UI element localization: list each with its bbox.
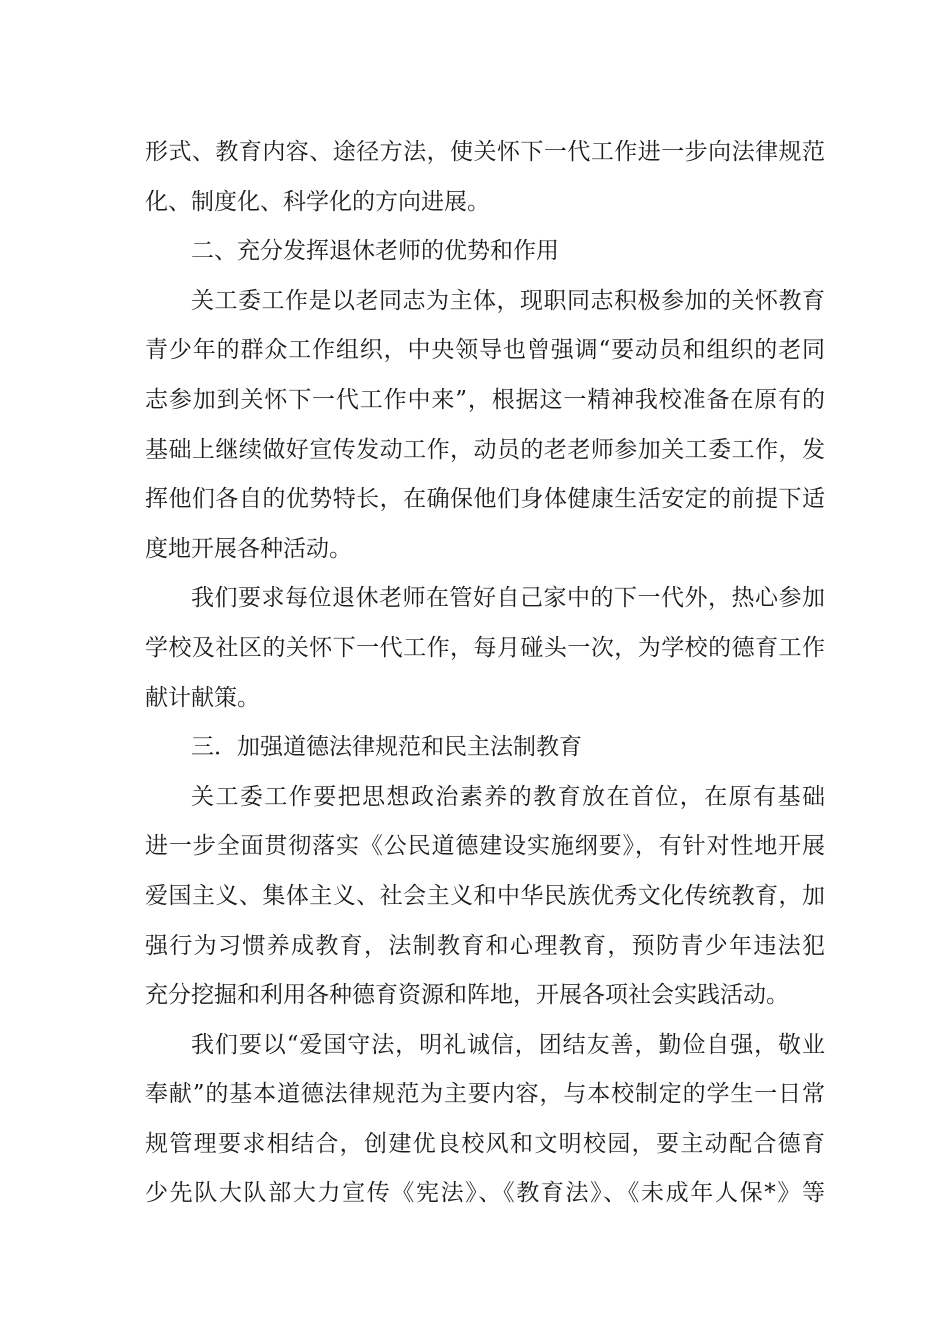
text-line: 二、充分发挥退休老师的优势和作用 [191,238,559,265]
text-line: 关工委工作要把思想政治素养的教育放在首位，在原有基础 [191,783,825,810]
text-line: 少先队大队部大力宣传《宪法》、《教育法》、《未成年人保*》等 [145,1180,825,1207]
text-line: 学校及社区的关怀下一代工作，每月碰头一次，为学校的德育工作 [145,634,825,661]
text-line: 基础上继续做好宣传发动工作，动员的老老师参加关工委工作，发 [145,436,825,463]
text-line: 志参加到关怀下一代工作中来”，根据这一精神我校准备在原有的 [145,386,825,413]
text-line: 爱国主义、集体主义、社会主义和中华民族优秀文化传统教育，加 [145,882,825,909]
text-line: 奉献”的基本道德法律规范为主要内容，与本校制定的学生一日常 [145,1081,825,1108]
text-line: 度地开展各种活动。 [145,535,352,562]
text-line: 强行为习惯养成教育，法制教育和心理教育，预防青少年违法犯 [145,932,825,959]
text-line: 挥他们各自的优势特长，在确保他们身体健康生活安定的前提下适 [145,486,825,513]
text-line: 形式、教育内容、途径方法，使关怀下一代工作进一步向法律规范 [145,139,825,165]
text-line: 我们要以“爱国守法，明礼诚信，团结友善，勤俭自强，敬业 [191,1031,825,1058]
text-line: 化、制度化、科学化的方向进展。 [145,188,490,215]
document-body [145,128,825,1219]
text-line: 三．加强道德法律规范和民主法制教育 [191,734,582,761]
text-line: 献计献策。 [145,684,260,711]
text-line: 规管理要求相结合，创建优良校风和文明校园，要主动配合德育 [145,1130,825,1157]
text-line: 青少年的群众工作组织，中央领导也曾强调“要动员和组织的老同 [145,337,825,364]
text-line: 我们要求每位退休老师在管好自己家中的下一代外，热心参加 [191,585,825,612]
text-line: 进一步全面贯彻落实《公民道德建设实施纲要》，有针对性地开展 [145,833,825,860]
text-line: 充分挖掘和利用各种德育资源和阵地，开展各项社会实践活动。 [145,982,789,1009]
text-line: 关工委工作是以老同志为主体，现职同志积极参加的关怀教育 [191,287,825,314]
